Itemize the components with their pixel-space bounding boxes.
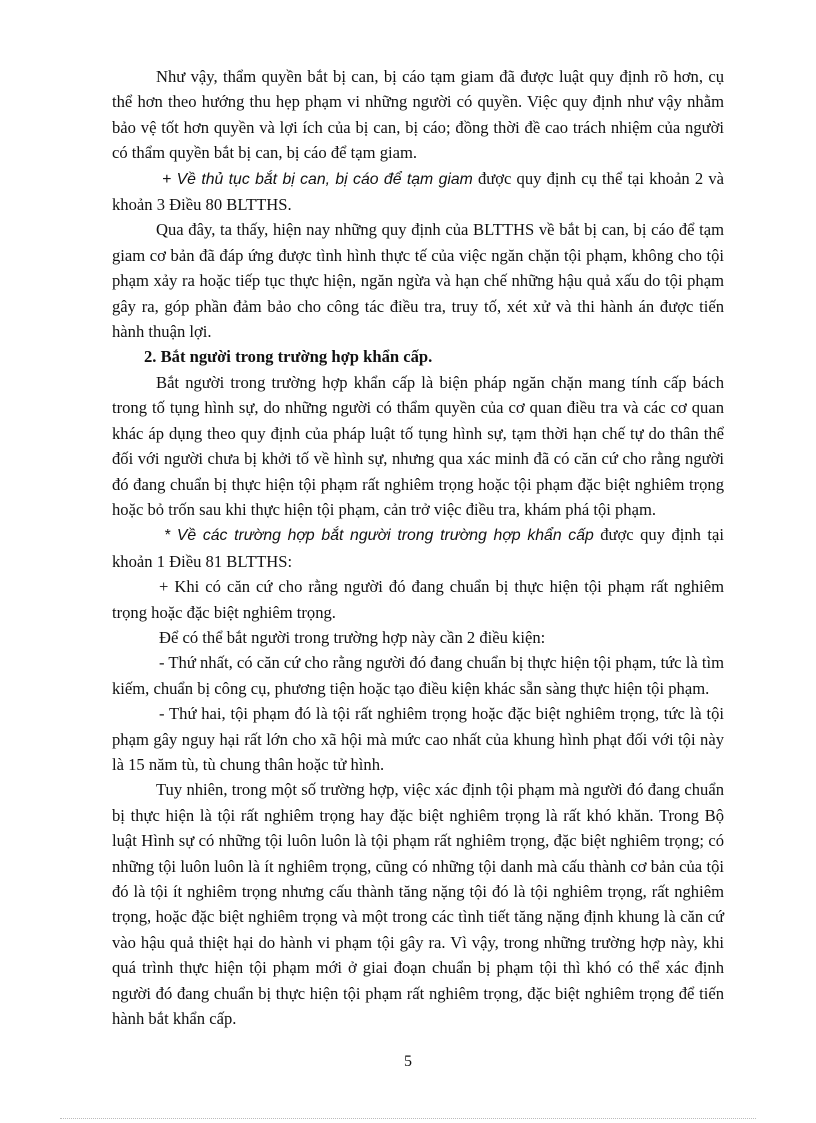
paragraph-condition-two bbox=[112, 701, 724, 777]
paragraph-condition-one bbox=[112, 650, 724, 701]
paragraph-text: Để có thể bắt người trong trường hợp này cần 2 điều kiện: bbox=[159, 627, 546, 647]
paragraph-text: được quy định cụ thể tại khoản 2 và khoản 3 Điều 80 BLTTHS. bbox=[112, 168, 724, 215]
document-page bbox=[112, 64, 724, 1031]
paragraph-procedure bbox=[112, 166, 724, 218]
paragraph-definition bbox=[112, 370, 724, 522]
heading-text: 2. Bắt người trong trường hợp khẩn cấp. bbox=[144, 347, 433, 367]
page-bottom-divider bbox=[60, 1118, 756, 1119]
paragraph-emphasis: + Về thủ tục bắt bị can, bị cáo để tạm giam bbox=[162, 170, 473, 188]
paragraph-cases bbox=[112, 522, 724, 574]
paragraph-text: - Thứ hai, tội phạm đó là tội rất nghiêm trọng hoặc đặc biệt nghiêm trọng, tức là tội phạm gây nguy hại rất lớn cho xã hội mà mức cao nhất của khung hình phạt đối với tội này là 15 năm tù, tù chung thân hoặc tử hình. bbox=[112, 704, 724, 774]
paragraph-text: Như vậy, thẩm quyền bắt bị can, bị cáo tạm giam đã được luật quy định rõ hơn, cụ thể hơn theo hướng thu hẹp phạm vi những người có quyền. Việc quy định như vậy nhằm bảo vệ tốt hơn quyền và lợi ích của bị can, bị cáo; đồng thời đề cao trách nhiệm của người có thẩm quyền bắt bị can, bị cáo để tạm giam. bbox=[112, 67, 724, 163]
paragraph-text: - Thứ nhất, có căn cứ cho rằng người đó đang chuẩn bị thực hiện tội phạm, tức là tìm kiếm, chuẩn bị công cụ, phương tiện hoặc tạo điều kiện khác sẵn sàng thực hiện tội phạm. bbox=[112, 653, 724, 698]
section-heading bbox=[112, 344, 724, 369]
paragraph-authority-summary bbox=[112, 64, 724, 166]
paragraph-text: Tuy nhiên, trong một số trường hợp, việc xác định tội phạm mà người đó đang chuẩn bị thực hiện là tội rất nghiêm trọng hay đặc biệt nghiêm trọng là rất khó khăn. Trong Bộ luật Hình sự có những tội luôn luôn là tội phạm rất nghiêm trọng, đặc biệt nghiêm trọng; có những tội luôn luôn là ít nghiêm trọng, cũng có những tội danh mà cấu thành cơ bản của tội đó là tội ít nghiêm trọng nhưng cấu thành tăng nặng tội đó là tội nghiêm trọng, rất nghiêm trọng, hoặc đặc biệt nghiêm trọng và một trong các tình tiết tăng nặng định khung là căn cứ vào hậu quả thiệt hại do hành vi phạm tội gây ra. Vì vậy, trong những trường hợp này, khi quá trình thực hiện tội phạm mới ở giai đoạn chuẩn bị phạm tội thì khó có thể xác định người đó đang chuẩn bị thực hiện tội phạm rất nghiêm trọng, đặc biệt nghiêm trọng để tiến hành bắt khẩn cấp. bbox=[112, 780, 724, 1029]
paragraph-emphasis: * Về các trường hợp bắt người trong trường hợp khẩn cấp bbox=[164, 527, 594, 545]
paragraph-text: được quy định tại khoản 1 Điều 81 BLTTHS: bbox=[112, 525, 724, 571]
paragraph-difficulty bbox=[112, 777, 724, 1031]
page-number: 5 bbox=[404, 1053, 412, 1070]
paragraph-conclusion bbox=[112, 217, 724, 344]
paragraph-text: Bắt người trong trường hợp khẩn cấp là biện pháp ngăn chặn mang tính cấp bách trong tố tụng hình sự, do những người có thẩm quyền của cơ quan điều tra và các cơ quan khác áp dụng theo quy định của pháp luật tố tụng hình sự, tạm thời hạn chế tự do thân thể đối với người chưa bị khởi tố về hình sự, nhưng qua xác minh đã có căn cứ cho rằng người đó đang chuẩn bị thực hiện tội phạm rất nghiêm trọng hoặc tội phạm đặc biệt nghiêm trọng hoặc bỏ trốn sau khi thực hiện tội phạm, cản trở việc điều tra, khám phá tội phạm. bbox=[112, 372, 724, 519]
paragraph-text: + Khi có căn cứ cho rằng người đó đang chuẩn bị thực hiện tội phạm rất nghiêm trọng hoặc đặc biệt nghiêm trọng. bbox=[112, 577, 724, 622]
paragraph-case-one bbox=[112, 574, 724, 625]
paragraph-text: Qua đây, ta thấy, hiện nay những quy định của BLTTHS về bắt bị can, bị cáo để tạm giam cơ bản đã đáp ứng được tình hình thực tế của việc ngăn chặn tội phạm, không cho tội phạm xảy ra hoặc tiếp tục thực hiện, ngăn ngừa và hạn chế những hậu quả xấu do tội phạm gây ra, góp phần đảm bảo cho công tác điều tra, truy tố, xét xử và thi hành án được tiến hành thuận lợi. bbox=[112, 220, 724, 342]
paragraph-conditions bbox=[112, 625, 724, 650]
